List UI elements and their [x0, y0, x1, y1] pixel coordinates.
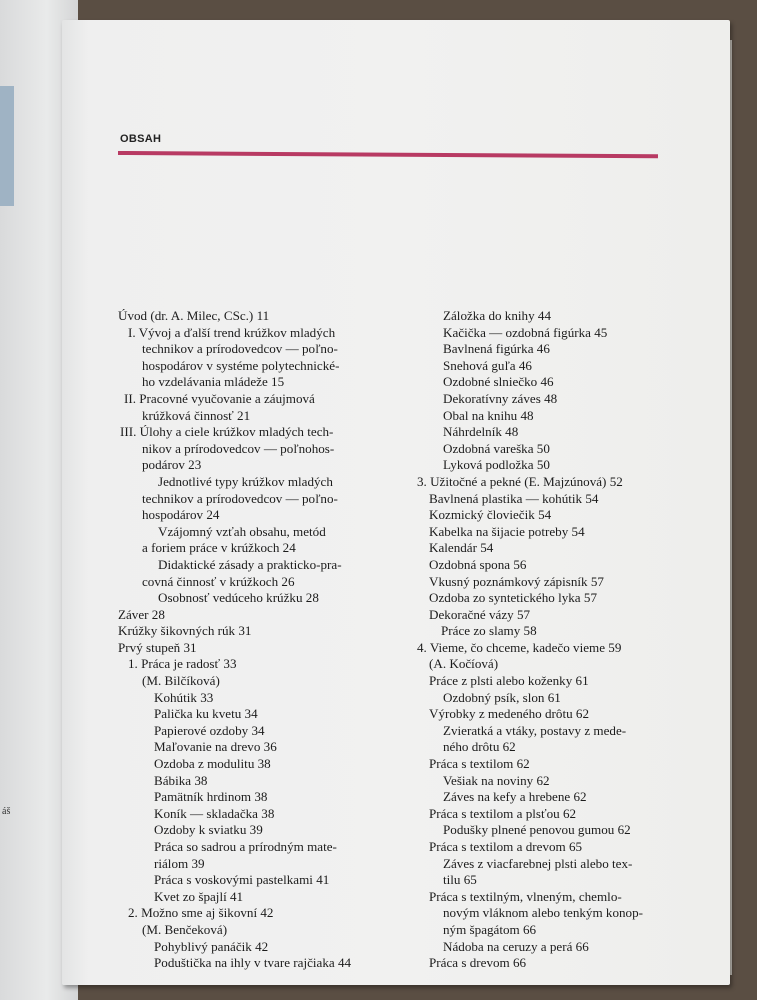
toc-entry: 2. Možno sme aj šikovní 42	[128, 905, 274, 921]
toc-entry: Záver 28	[118, 606, 165, 622]
toc-entry: 1. Práca je radosť 33	[128, 656, 237, 672]
toc-entry: Záves na kefy a hrebene 62	[443, 789, 587, 805]
toc-entry: Kohútik 33	[154, 689, 214, 705]
toc-entry: novým vláknom alebo tenkým konop-	[443, 905, 644, 921]
toc-entry: Ozdobná vareška 50	[443, 440, 550, 456]
toc-entry: Práce z plsti alebo koženky 61	[429, 673, 589, 689]
toc-entry: Pohyblivý panáčik 42	[154, 938, 269, 954]
toc-entry: Maľovanie na drevo 36	[154, 739, 277, 755]
toc-entry: Koník — skladačka 38	[154, 805, 275, 821]
toc-entry: (M. Benčeková)	[142, 921, 228, 937]
toc-entry: Bavlnená plastika — kohútik 54	[429, 490, 599, 506]
toc-entry: Nádoba na ceruzy a perá 66	[443, 938, 589, 954]
toc-entry: hospodárov 24	[142, 507, 220, 523]
toc-entry: covná činnosť v krúžkoch 26	[142, 573, 295, 589]
toc-entry: ho vzdelávania mládeže 15	[142, 374, 285, 390]
toc-entry: Záložka do knihy 44	[443, 308, 551, 323]
toc-entry: Ozdoba z modulitu 38	[154, 756, 271, 772]
toc-entry: Didaktické zásady a prakticko-pra-	[158, 556, 342, 572]
toc-entry: tilu 65	[443, 872, 477, 888]
toc-entry: Pamätník hrdinom 38	[154, 789, 268, 805]
toc-entry: Papierové ozdoby 34	[154, 722, 265, 738]
toc-entry: Prvý stupeň 31	[118, 639, 197, 655]
toc-entry: Záves z viacfarebnej plsti alebo tex-	[443, 855, 633, 871]
toc-entry: Práca s textilným, vlneným, chemlo-	[429, 888, 622, 904]
toc-entry: Kabelka na šijacie potreby 54	[429, 523, 585, 539]
toc-entry: I. Vývoj a ďalší trend krúžkov mladých	[128, 324, 336, 340]
toc-entry: 4. Vieme, čo chceme, kadečo vieme 59	[417, 639, 622, 655]
toc-entry: Kačička — ozdobná figúrka 45	[443, 324, 608, 340]
toc-entry: Zvieratká a vtáky, postavy z mede-	[443, 722, 627, 738]
toc-entry: Práca so sadrou a prírodným mate-	[154, 839, 337, 854]
left-page-image-strip	[0, 86, 14, 206]
toc-entry: Kozmický človiečik 54	[429, 507, 552, 523]
toc-entry: Vzájomný vzťah obsahu, metód	[158, 523, 326, 539]
toc-entry: technikov a prírodovedcov — poľno-	[142, 341, 338, 357]
toc-entry: Poduštička na ihly v tvare rajčiaka 44	[154, 955, 352, 971]
toc-entry: Kvet zo špajlí 41	[154, 888, 244, 904]
toc-entry: (M. Bilčíková)	[142, 673, 220, 689]
toc-entry: riálom 39	[154, 855, 205, 871]
toc-entry: a foriem práce v krúžkoch 24	[142, 540, 296, 556]
toc-entry: nikov a prírodovedcov — poľnohos-	[142, 440, 335, 456]
toc-entry: Vkusný poznámkový zápisník 57	[429, 573, 604, 589]
toc-right-column	[417, 308, 679, 972]
toc-entry: ným špagátom 66	[443, 921, 537, 937]
toc-entry: Ozdobný psík, slon 61	[443, 689, 561, 705]
toc-entry: Snehová guľa 46	[443, 357, 532, 373]
toc-entry: Osobnosť vedúceho krúžku 28	[158, 590, 319, 606]
toc-entry: III. Úlohy a ciele krúžkov mladých tech-	[120, 424, 334, 440]
toc-entry: Bavlnená figúrka 46	[443, 341, 550, 357]
toc-entry: podárov 23	[142, 457, 202, 473]
page-title: OBSAH	[120, 133, 162, 145]
toc-entry: Vešiak na noviny 62	[443, 772, 550, 788]
toc-entry: II. Pracovné vyučovanie a záujmová	[124, 390, 315, 406]
toc-entry: Náhrdelník 48	[443, 424, 519, 440]
toc-entry: hospodárov v systéme polytechnické-	[142, 357, 340, 373]
toc-entry: krúžková činnosť 21	[142, 407, 251, 423]
toc-entry: Ozdobné slniečko 46	[443, 374, 554, 390]
toc-entry: Ozdobná spona 56	[429, 556, 527, 572]
toc-entry: Ozdoby k sviatku 39	[154, 822, 263, 838]
toc-entry: Dekoračné vázy 57	[429, 606, 531, 622]
toc-entry: Práca s textilom 62	[429, 756, 530, 772]
toc-entry: ného drôtu 62	[443, 739, 516, 755]
toc-entry: Práca s drevom 66	[429, 955, 527, 971]
toc-entry: Úvod (dr. A. Milec, CSc.) 11	[118, 308, 270, 323]
toc-entry: Práce zo slamy 58	[441, 623, 537, 639]
toc-entry: (A. Kočíová)	[429, 656, 499, 672]
toc-entry: Jednotlivé typy krúžkov mladých	[158, 473, 333, 489]
toc-left-column	[118, 308, 393, 972]
toc-entry: Palička ku kvetu 34	[154, 706, 258, 722]
toc-entry: Obal na knihu 48	[443, 407, 534, 423]
toc-entry: Práca s textilom a drevom 65	[429, 839, 583, 854]
toc-entry: Krúžky šikovných rúk 31	[118, 623, 252, 639]
toc-entry: Podušky plnené penovou gumou 62	[443, 822, 631, 838]
toc-entry: Bábika 38	[154, 772, 208, 788]
toc-entry: Kalendár 54	[429, 540, 494, 556]
toc-entry: Lyková podložka 50	[443, 457, 550, 473]
toc-entry: Výrobky z medeného drôtu 62	[429, 706, 589, 722]
toc-entry: Ozdoba zo syntetického lyka 57	[429, 590, 597, 606]
toc-entry: Dekoratívny záves 48	[443, 390, 558, 406]
left-page-text-fragment: áš	[2, 806, 11, 817]
toc-entry: technikov a prírodovedcov — poľno-	[142, 490, 338, 506]
toc-entry: Práca s voskovými pastelkami 41	[154, 872, 330, 888]
toc-entry: 3. Užitočné a pekné (E. Majzúnová) 52	[417, 473, 623, 489]
toc-entry: Práca s textilom a plsťou 62	[429, 805, 577, 821]
